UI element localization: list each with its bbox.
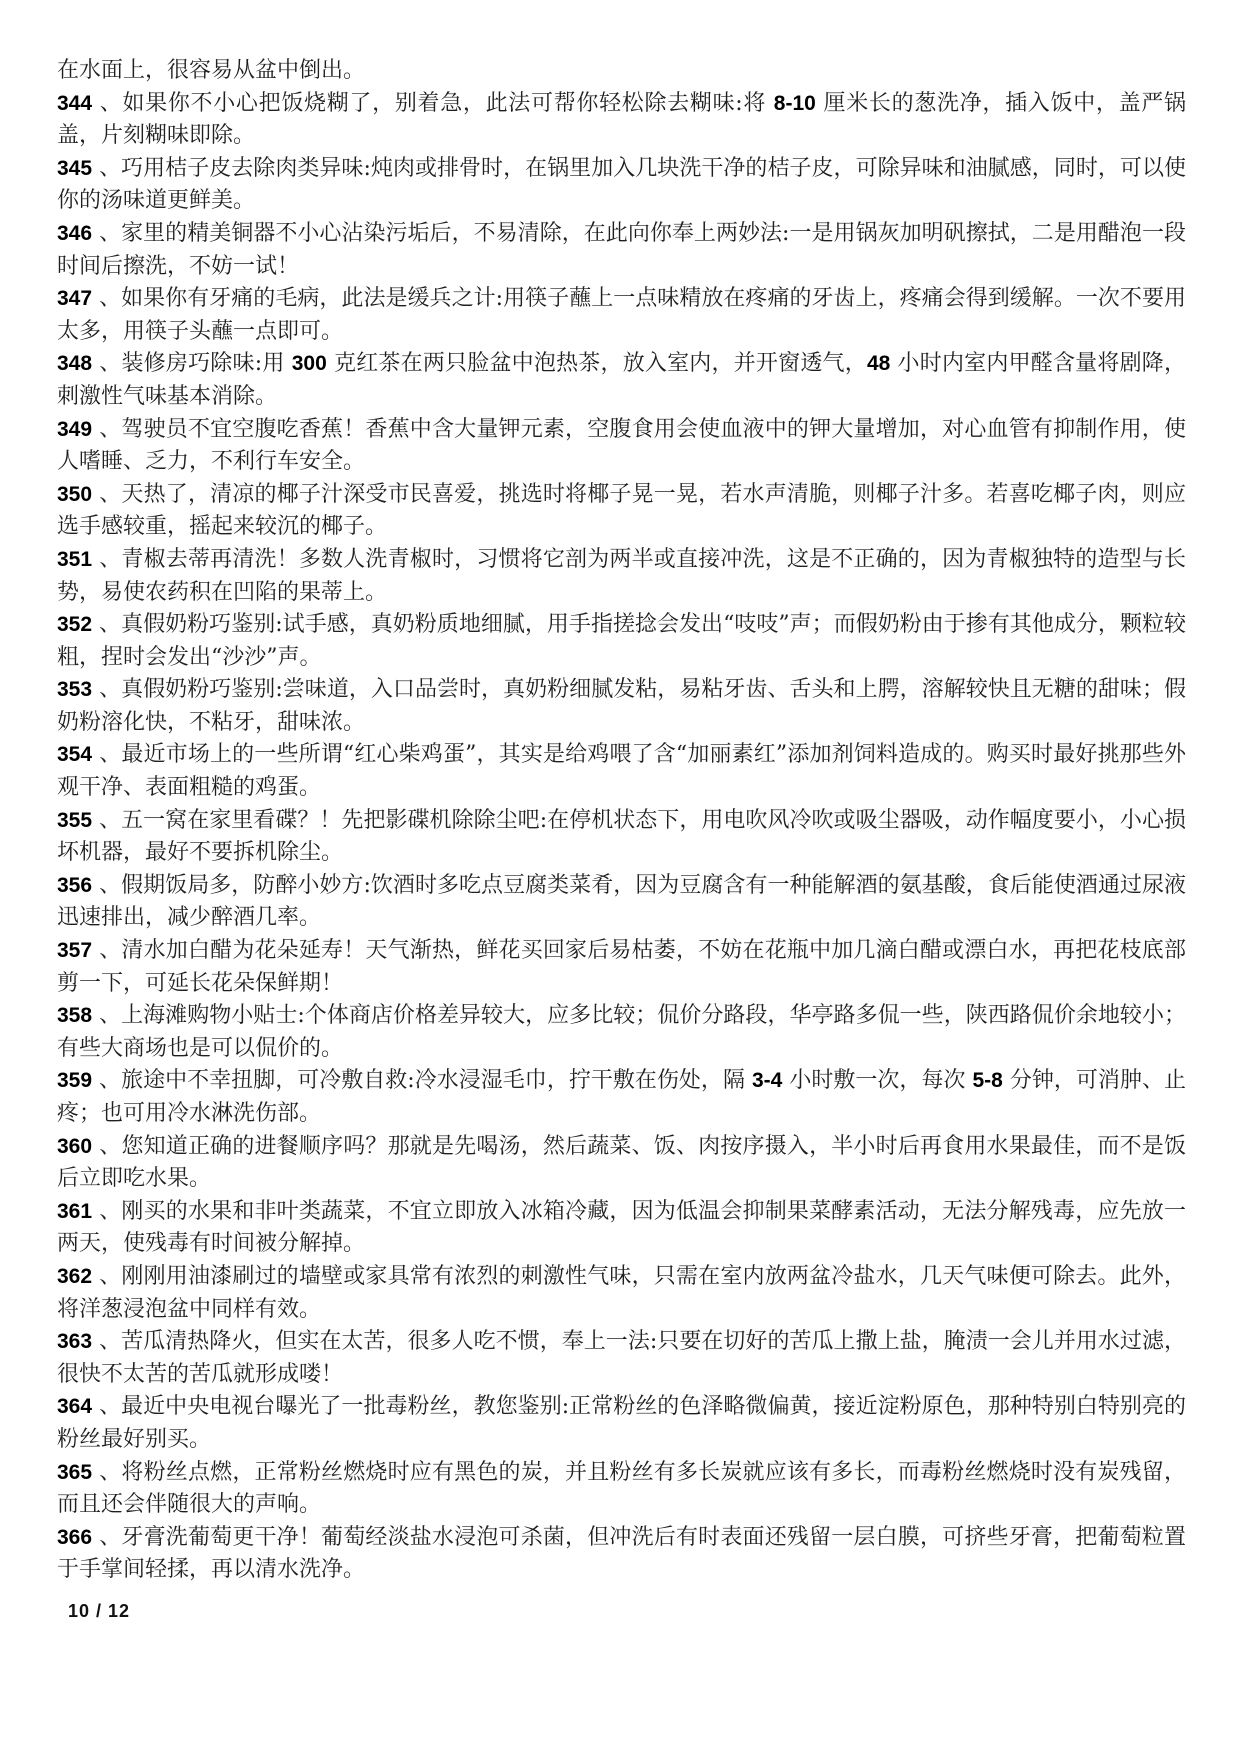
tip-number: 346 <box>57 221 93 245</box>
tip-item-352: 352 、真假奶粉巧鉴别:试手感，真奶粉质地细腻，用手指搓捻会发出“吱吱”声；而假奶粉由于掺有其他成分，颗粒较粗，捏时会发出“沙沙”声。 <box>57 612 1186 670</box>
tip-item-364: 364 、最近中央电视台曝光了一批毒粉丝，教您鉴别:正常粉丝的色泽略微偏黄，接近淀粉原色，那种特别白特别亮的粉丝最好别买。 <box>57 1394 1186 1452</box>
tip-number: 347 <box>57 287 93 311</box>
tip-number: 366 <box>57 1525 93 1549</box>
tip-number: 352 <box>57 613 93 637</box>
tip-number: 365 <box>57 1460 93 1484</box>
inline-number: 48 <box>866 352 891 376</box>
tip-number: 349 <box>57 417 93 441</box>
tip-item-365: 365 、将粉丝点燃，正常粉丝燃烧时应有黑色的炭，并且粉丝有多长炭就应该有多长，而毒粉丝燃烧时没有炭残留，而且还会伴随很大的声响。 <box>57 1459 1186 1518</box>
inline-number: 5-8 <box>972 1069 1003 1093</box>
tip-item-359: 359 、旅途中不幸扭脚，可冷敷自救:冷水浸湿毛巾，拧干敷在伤处，隔 3-4 小时敷一次，每次 5-8 分钟，可消肿、止疼；也可用冷水淋洗伤部。 <box>57 1068 1186 1126</box>
tip-number: 364 <box>57 1395 93 1419</box>
tips-list <box>57 88 1186 1587</box>
tip-number: 360 <box>57 1134 93 1158</box>
tip-item-344: 344 、如果你不小心把饭烧糊了，别着急，此法可帮你轻松除去糊味:将 8-10 厘米长的葱洗净，插入饭中，盖严锅盖，片刻糊味即除。 <box>57 90 1186 149</box>
tip-item-356: 356 、假期饭局多，防醉小妙方:饮酒时多吃点豆腐类菜肴，因为豆腐含有一种能解酒的氨基酸，食后能使酒通过尿液迅速排出，减少醉酒几率。 <box>57 872 1186 931</box>
tip-item-366: 366 、牙膏洗葡萄更干净！葡萄经淡盐水浸泡可杀菌，但冲洗后有时表面还残留一层白膜，可挤些牙膏，把葡萄粒置于手掌间轻揉，再以清水洗净。 <box>57 1524 1186 1583</box>
tip-number: 350 <box>57 482 93 506</box>
inline-number: 8-10 <box>773 91 816 115</box>
tip-number: 345 <box>57 156 93 180</box>
tip-item-361: 361 、刚买的水果和非叶类蔬菜，不宜立即放入冰箱冷藏，因为低温会抑制果菜酵素活动，无法分解残毒，应先放一两天，使残毒有时间被分解掉。 <box>57 1198 1186 1257</box>
tip-item-345: 345 、巧用桔子皮去除肉类异味:炖肉或排骨时，在锅里加入几块洗干净的桔子皮，可除异味和油腻感，同时，可以使你的汤味道更鲜美。 <box>57 155 1186 214</box>
tip-number: 356 <box>57 873 93 897</box>
tip-item-355: 355 、五一窝在家里看碟？！先把影碟机除除尘吧:在停机状态下，用电吹风冷吹或吸尘器吸，动作幅度要小，小心损坏机器，最好不要拆机除尘。 <box>57 807 1186 866</box>
tip-item-351: 351 、青椒去蒂再清洗！多数人洗青椒时，习惯将它剖为两半或直接冲洗，这是不正确的，因为青椒独特的造型与长势，易使农药积在凹陷的果蒂上。 <box>57 546 1186 605</box>
tip-number: 361 <box>57 1199 93 1223</box>
tip-item-354: 354 、最近市场上的一些所谓“红心柴鸡蛋”，其实是给鸡喂了含“加丽素红”添加剂饲料造成的。购买时最好挑那些外观干净、表面粗糙的鸡蛋。 <box>57 742 1186 801</box>
tip-number: 351 <box>57 547 93 571</box>
tip-item-349: 349 、驾驶员不宜空腹吃香蕉！香蕉中含大量钾元素，空腹食用会使血液中的钾大量增加，对心血管有抑制作用，使人嗜睡、乏力，不利行车安全。 <box>57 416 1186 475</box>
continuation-text: 在水面上，很容易从盆中倒出。 <box>57 58 366 83</box>
tip-item-346: 346 、家里的精美铜器不小心沾染污垢后，不易清除，在此向你奉上两妙法:一是用锅灰加明矾擦拭，二是用醋泡一段时间后擦洗，不妨一试！ <box>57 220 1186 279</box>
tip-item-350: 350 、天热了，清凉的椰子汁深受市民喜爱，挑选时将椰子晃一晃，若水声清脆，则椰子汁多。若喜吃椰子肉，则应选手感较重，摇起来较沉的椰子。 <box>57 481 1186 540</box>
tip-item-358: 358 、上海滩购物小贴士:个体商店价格差异较大，应多比较；侃价分路段，华亭路多侃一些，陕西路侃价余地较小；有些大商场也是可以侃价的。 <box>57 1003 1186 1061</box>
tip-item-360: 360 、您知道正确的进餐顺序吗？那就是先喝汤，然后蔬菜、饭、肉按序摄入，半小时后再食用水果最佳，而不是饭后立即吃水果。 <box>57 1133 1186 1192</box>
tip-number: 344 <box>57 91 93 115</box>
tip-number: 362 <box>57 1264 93 1288</box>
inline-number: 300 <box>291 352 327 376</box>
tip-number: 363 <box>57 1330 93 1354</box>
page-number: 10 / 12 <box>68 1601 131 1621</box>
tip-item-348: 348 、装修房巧除味:用 300 克红茶在两只脸盆中泡热茶，放入室内，并开窗透气，48 小时内室内甲醛含量将剧降，刺激性气味基本消除。 <box>57 351 1187 409</box>
tip-number: 354 <box>57 743 93 767</box>
tip-number: 348 <box>57 352 93 376</box>
tip-item-353: 353 、真假奶粉巧鉴别:尝味道，入口品尝时，真奶粉细腻发粘，易粘牙齿、舌头和上腭，溶解较快且无糖的甜味；假奶粉溶化快，不粘牙，甜味浓。 <box>57 677 1186 735</box>
tip-item-347: 347 、如果你有牙痛的毛病，此法是缓兵之计:用筷子蘸上一点味精放在疼痛的牙齿上，疼痛会得到缓解。一次不要用太多，用筷子头蘸一点即可。 <box>57 286 1186 344</box>
tip-number: 358 <box>57 1004 93 1028</box>
tip-item-357: 357 、清水加白醋为花朵延寿！天气渐热，鲜花买回家后易枯萎，不妨在花瓶中加几滴白醋或漂白水，再把花枝底部剪一下，可延长花朵保鲜期！ <box>57 938 1186 996</box>
tip-number: 357 <box>57 939 93 963</box>
inline-number: 3-4 <box>751 1069 783 1093</box>
tip-item-362: 362 、刚刚用油漆刷过的墙壁或家具常有浓烈的刺激性气味，只需在室内放两盆冷盐水，几天气味便可除去。此外，将洋葱浸泡盆中同样有效。 <box>57 1263 1186 1322</box>
tip-number: 355 <box>57 808 93 832</box>
tip-number: 359 <box>57 1069 93 1093</box>
tip-number: 353 <box>57 678 93 702</box>
tip-item-363: 363 、苦瓜清热降火，但实在太苦，很多人吃不惯，奉上一法:只要在切好的苦瓜上撒上盐，腌渍一会儿并用水过滤，很快不太苦的苦瓜就形成喽！ <box>57 1329 1186 1387</box>
